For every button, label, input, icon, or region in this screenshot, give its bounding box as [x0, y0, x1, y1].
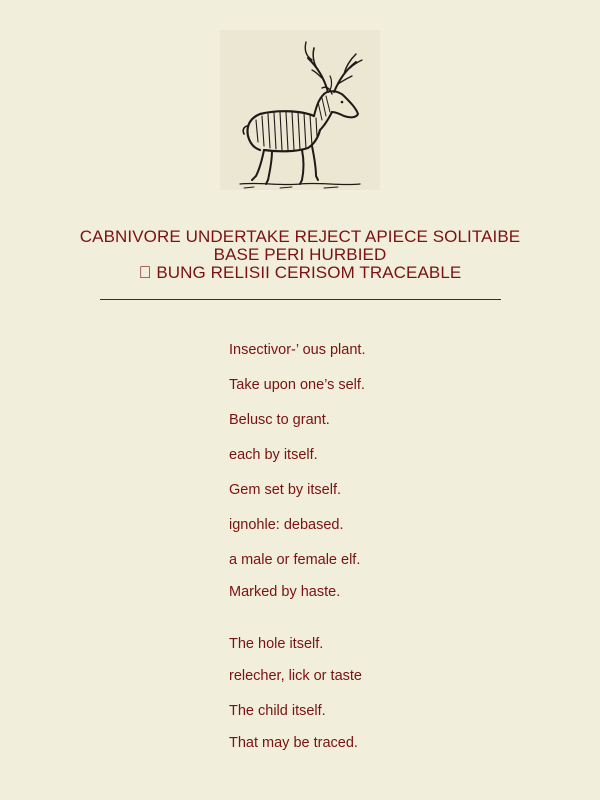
list-item: The hole itself.: [229, 636, 324, 652]
list-item: ignohle: debased.: [229, 517, 344, 533]
title-divider: [100, 299, 501, 300]
page-title: [40, 228, 560, 282]
title-line-2: BASE PERI HURBIED: [213, 245, 387, 264]
list-item: The child itself.: [229, 703, 326, 719]
reindeer-illustration: [220, 30, 380, 190]
list-item: Take upon one’s self.: [229, 377, 365, 393]
list-item: That may be traced.: [229, 735, 358, 751]
list-item: Gem set by itself.: [229, 482, 342, 498]
list-item: a male or female elf.: [229, 552, 361, 568]
reindeer-woodcut-icon: [220, 30, 380, 190]
title-line-1: CABNIVORE UNDERTAKE REJECT APIECE SOLITAIBE: [79, 227, 521, 246]
list-item: each by itself.: [229, 447, 318, 463]
title-line-3:   BUNG RELISII CERISOM TRACEABLE: [138, 263, 462, 282]
list-item: relecher, lick or taste: [229, 668, 362, 684]
list-item: Marked by haste.: [229, 584, 341, 600]
list-item: Belusc to grant.: [229, 412, 330, 428]
list-item: Insectivor-’ ous plant.: [229, 342, 366, 358]
